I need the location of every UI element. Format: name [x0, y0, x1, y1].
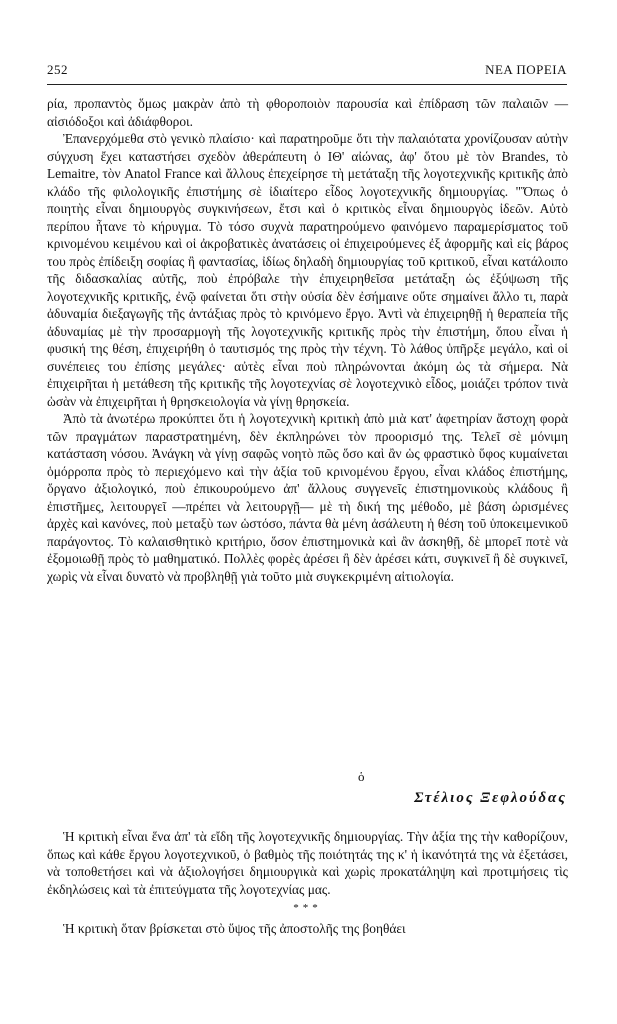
article-body [47, 95, 568, 585]
signature-article: ὁ [358, 769, 365, 784]
paragraph: Ἡ κριτικὴ ὅταν βρίσκεται στὸ ὕψος τῆς ἀποστολῆς της βοηθάει [63, 920, 406, 936]
paragraph: Ἀπὸ τὰ ἀνωτέρω προκύπτει ὅτι ἡ λογοτεχνικὴ κριτικὴ ἀπὸ μιὰ κατ' ἀφετηρίαν ἄστοχη φορὰ τῶν πραγμάτων παραστρατημένη, δὲν ἐκπληρώνει τὸν προορισμό της. Τελεῖ σὲ μόνιμη κατάσταση νόσου. Ἀνάγκη νὰ γίνῃ σαφῶς νοητὸ πῶς ὅσο καὶ ἂν ὡς φραστικὸ ὕφος κυμαίνεται ὁμόρροπα πρὸς τὸ περιεχόμενο καὶ τὴν ἀξία τοῦ κρινομένου ἔργου, εἶναι κλάδος ἐπιστήμης, ὄργανο ἀξιολογικό, ποὺ ἐπικουρούμενο ἀπ' ἄλλους συγγενεῖς ἐπιστημονικοὺς κλάδους ἢ ἐπιστῆμες, λειτουργεῖ —πρέπει νὰ λειτουργῇ— μὲ τὴ δική της μέθοδο, μὲ βάση ὡρισμένες ἀρχὲς καὶ κανόνες, ποὺ μεταξὺ των ὡστόσο, πάντα θὰ μένη ἀσάλευτη ἡ θέση τοῦ ὑποκειμενικοῦ παράγοντος. Τὸ καλαισθητικὸ κριτήριο, ὅσον ἐπιστημονικὰ καὶ ἂν ἀσκηθῇ, δὲ μπορεῖ ποτὲ νὰ ἐξομοιωθῇ πρὸς τὸ μαθηματικό. Πολλὲς φορὲς ἀρέσει ἢ δὲν ἀρέσει κάτι, συγκινεῖ ἢ δὲ συγκινεῖ, χωρὶς νὰ εἶναι δυνατὸ νὰ προβληθῇ γιὰ τοῦτο μιὰ συγκεκριμένη αἰτιολογία. [47, 411, 568, 584]
journal-title: ΝΕΑ ΠΟΡΕΙΑ [485, 62, 567, 77]
running-header [47, 62, 567, 78]
page-number: 252 [47, 62, 68, 77]
paragraph: Ἐπανερχόμεθα στὸ γενικὸ πλαίσιο· καὶ παρατηροῦμε ὅτι τὴν παλαιότατα χρονίζουσαν αὐτὴν σύγχυση ἔχει καταστήσει σχεδὸν ἀθεράπευτη ὁ ΙΘ' αἰώνας, ἀφ' ὅτου μὲ τὸν Brandes, τὸ Lemaitre, τὸν Anatol France καὶ ἄλλους ἐπεχείρησε τὴ μετάταξη τῆς λογοτεχνικῆς κριτικῆς ἀπὸ κλάδο τῆς φιλολογικῆς ἐπιστήμης σὲ ἰδιαίτερο εἶδος λογοτεχνικῆς δημιουργίας. "Ὅπως ὁ ποιητὴς εἶναι δημιουργὸς συγκινήσεων, ἔτσι καὶ ὁ κριτικὸς εἶναι δημιουργὸς ἰδεῶν. Αὐτὸ περίπου ἦτανε τὸ κήρυγμα. Τὸ τόσο συχνὰ παρατηρούμενο φαινόμενο παραμερίσματος τοῦ κρινομένου κειμένου καὶ οἱ ἀκροβατικὲς ἀνατάσεις οἱ ἐπιχειρούμενες ἐξ ἀφορμῆς καὶ εἰς βάρος του πρὸς ἐπίδειξη σοφίας ἢ φαντασίας, ἰδίως δηλαδὴ δημιουργίας τοῦ κριτικοῦ, εἶναι κατάλοιπο τῆς διδασκαλίας αὐτῆς, ποὺ ἐπρόβαλε τὴν ἐπιχειρηθεῖσα μετάταξη ὡς ἐξύψωση τῆς λογοτεχνικῆς κριτικῆς, ἐνῷ φαίνεται ὅτι στὴν οὐσία δὲν ἐσήμαινε οὔτε σημαίνει ἄλλο τι, παρὰ ἀδυναμία διεξαγωγῆς τῆς ἀντάξιας πρὸς τὸ κρινόμενο ἔργο. Ἀντὶ νὰ ἐπιχειρηθῇ ἡ θεραπεία τῆς ἀδυναμίας μὲ τὴν προσαρμογὴ τῆς λογοτεχνικῆς κριτικῆς πρὸς τὴν ἐπιστήμη, ὅπου εἶναι ἡ φυσική της θέση, ἐπιχειρήθη ὁ ταυτισμός της πρὸς τὴν τέχνη. Τὸ λάθος ὑπῆρξε μεγάλο, καὶ οἱ συνέπειες του ἐπίσης μεγάλες· αὐτὲς εἶναι ποὺ πληρώνονται ἀκόμη ὡς τὰ σήμερα. Νὰ ἐπιχειρῆται ἡ μετάθεση τῆς κριτικῆς τῆς λογοτεχνίας σὲ λογοτεχνικὸ εἶδος, μοιάζει τρόπον τινὰ ὡσὰν νὰ ἐπιχειρῆται ἡ θρησκειολογία νὰ γίνῃ θρησκεία. [47, 131, 568, 409]
section-separator: *** [293, 902, 322, 914]
second-article-body [47, 828, 568, 937]
header-rule [47, 84, 567, 85]
paragraph-continuation: ρία, προπαντὸς ὅμως μακρὰν ἀπὸ τὴ φθοροποιὸν παρουσία καὶ ἐπίδραση τῶν παλαιῶν —αἰσιόδοξοι καὶ ἀδιάφθοροι. [47, 96, 568, 129]
author-signature: Στέλιος Ξεφλούδας [414, 790, 567, 806]
paragraph: Ἡ κριτικὴ εἶναι ἕνα ἀπ' τὰ εἴδη τῆς λογοτεχνικῆς δημιουργίας. Τὴν ἀξία της τὴν καθορίζουν, ὅπως καὶ κάθε ἔργου λογοτεχνικοῦ, ὁ βαθμὸς τῆς ποιότητάς της κ' ἡ ἱκανότητά της νὰ ἐξετάσει, νὰ τοποθετήσει καὶ νὰ ἀξιολογήσει δημιουργικὰ καὶ χωρὶς προκατάληψη καὶ προτιμήσεις τὶς ἐκδηλώσεις καὶ τὰ ἐπιτεύγματα τῆς λογοτεχνίας μας. [47, 829, 568, 897]
